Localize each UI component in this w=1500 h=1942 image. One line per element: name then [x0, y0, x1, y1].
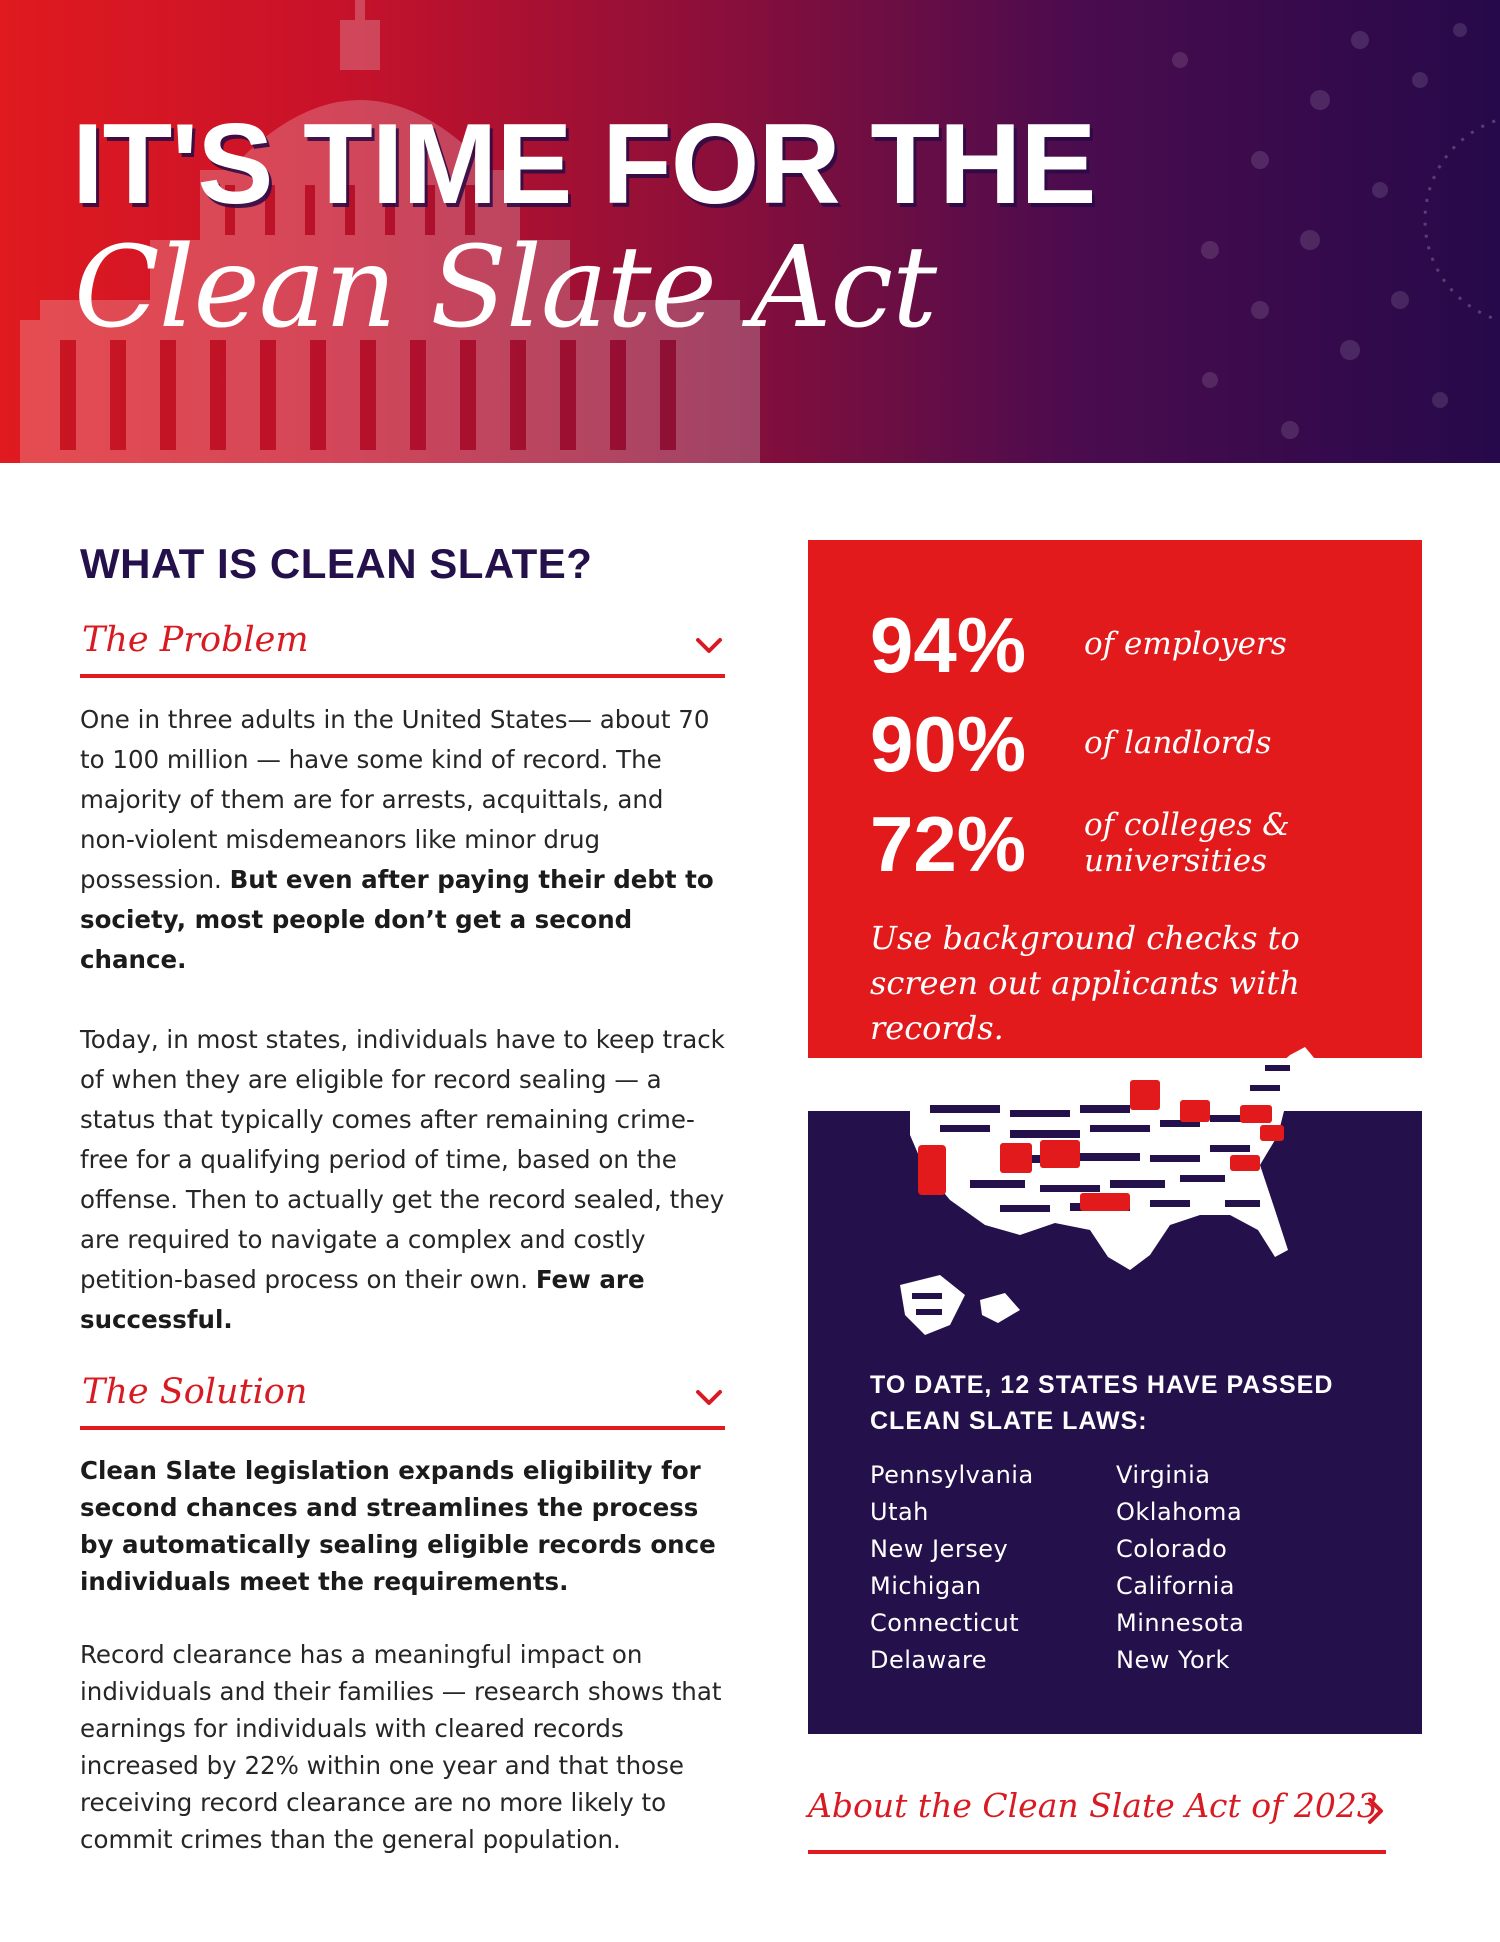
us-map-image: [880, 1025, 1340, 1355]
list-item: Minnesota: [1116, 1609, 1245, 1637]
chevron-right-icon[interactable]: [1366, 1796, 1386, 1826]
list-item: New York: [1116, 1646, 1230, 1674]
list-item: Delaware: [870, 1646, 988, 1674]
chevron-down-icon[interactable]: [695, 1388, 723, 1408]
stat-value: 72%: [870, 800, 1027, 888]
chevron-down-icon[interactable]: [695, 636, 723, 656]
about-clean-slate-link[interactable]: [808, 1784, 1386, 1854]
list-item: Oklahoma: [1116, 1498, 1243, 1526]
list-item: California: [1116, 1572, 1235, 1600]
hero-title-line-1: IT'S TIME FOR THE: [72, 101, 1096, 228]
states-list-column-1: [870, 1457, 1034, 1679]
content-column: [80, 540, 725, 1858]
problem-paragraph-2-emphasis: Few are successful.: [80, 1265, 645, 1334]
problem-label: The Problem: [82, 620, 309, 660]
stat-note: Use background checks to screen out applicants with records.: [870, 919, 1300, 1047]
list-item: New Jersey: [870, 1535, 1009, 1563]
list-item: Connecticut: [870, 1609, 1020, 1637]
stars-decoration: [880, 0, 1500, 463]
list-item: Utah: [870, 1498, 929, 1526]
list-item: Colorado: [1116, 1535, 1228, 1563]
hero-title-line-2: Clean Slate Act: [74, 223, 937, 353]
list-item: Virginia: [1116, 1461, 1211, 1489]
states-heading: TO DATE, 12 STATES HAVE PASSED CLEAN SLATE LAWS:: [870, 1371, 1334, 1435]
stat-label: of colleges & universities: [1084, 807, 1290, 879]
solution-paragraph-2: Record clearance has a meaningful impact on individuals and their families — research shows that earnings for individuals with cleared records increased by 22% within one year and that those receiving record clearance are no more likely to commit crimes than the general population.: [80, 1640, 722, 1854]
problem-paragraph-1-emphasis: But even after paying their debt to society, most people don’t get a second chance.: [80, 865, 714, 974]
hero-banner: [0, 0, 1500, 463]
solution-paragraph-1-emphasis: Clean Slate legislation expands eligibility for second chances and streamlines the process by automatically sealing eligible records once individuals meet the requirements.: [80, 1456, 716, 1596]
stat-label: of employers: [1084, 626, 1287, 662]
about-link-label: About the Clean Slate Act of 2023: [808, 1786, 1378, 1825]
statistics-panel: [808, 540, 1422, 1058]
stat-label: of landlords: [1084, 725, 1272, 761]
list-item: Pennsylvania: [870, 1461, 1034, 1489]
list-item: Michigan: [870, 1572, 982, 1600]
states-list-column-2: [1116, 1457, 1244, 1679]
problem-paragraph-1: [80, 700, 725, 980]
problem-paragraph-2: [80, 1020, 725, 1340]
problem-paragraph-2-text: Today, in most states, individuals have to keep track of when they are eligible for record sealing — a status that typically comes after remaining crime-free for a qualifying period of time, based on the offense. Then to actually get the record sealed, they are required to navigate a complex and costly petition-based process on their own.: [80, 1025, 725, 1294]
solution-accordion-header[interactable]: [80, 1366, 725, 1430]
solution-paragraph-1: [80, 1452, 725, 1600]
solution-label: The Solution: [82, 1372, 308, 1412]
stat-value: 94%: [870, 601, 1027, 689]
problem-paragraph-1-text: One in three adults in the United States— about 70 to 100 million — have some kind of record. The majority of them are for arrests, acquittals, and non-violent misdemeanors like minor drug possession.: [80, 705, 710, 894]
section-title: WHAT IS CLEAN SLATE?: [80, 540, 593, 587]
problem-accordion-header[interactable]: [80, 614, 725, 678]
stat-value: 90%: [870, 700, 1027, 788]
